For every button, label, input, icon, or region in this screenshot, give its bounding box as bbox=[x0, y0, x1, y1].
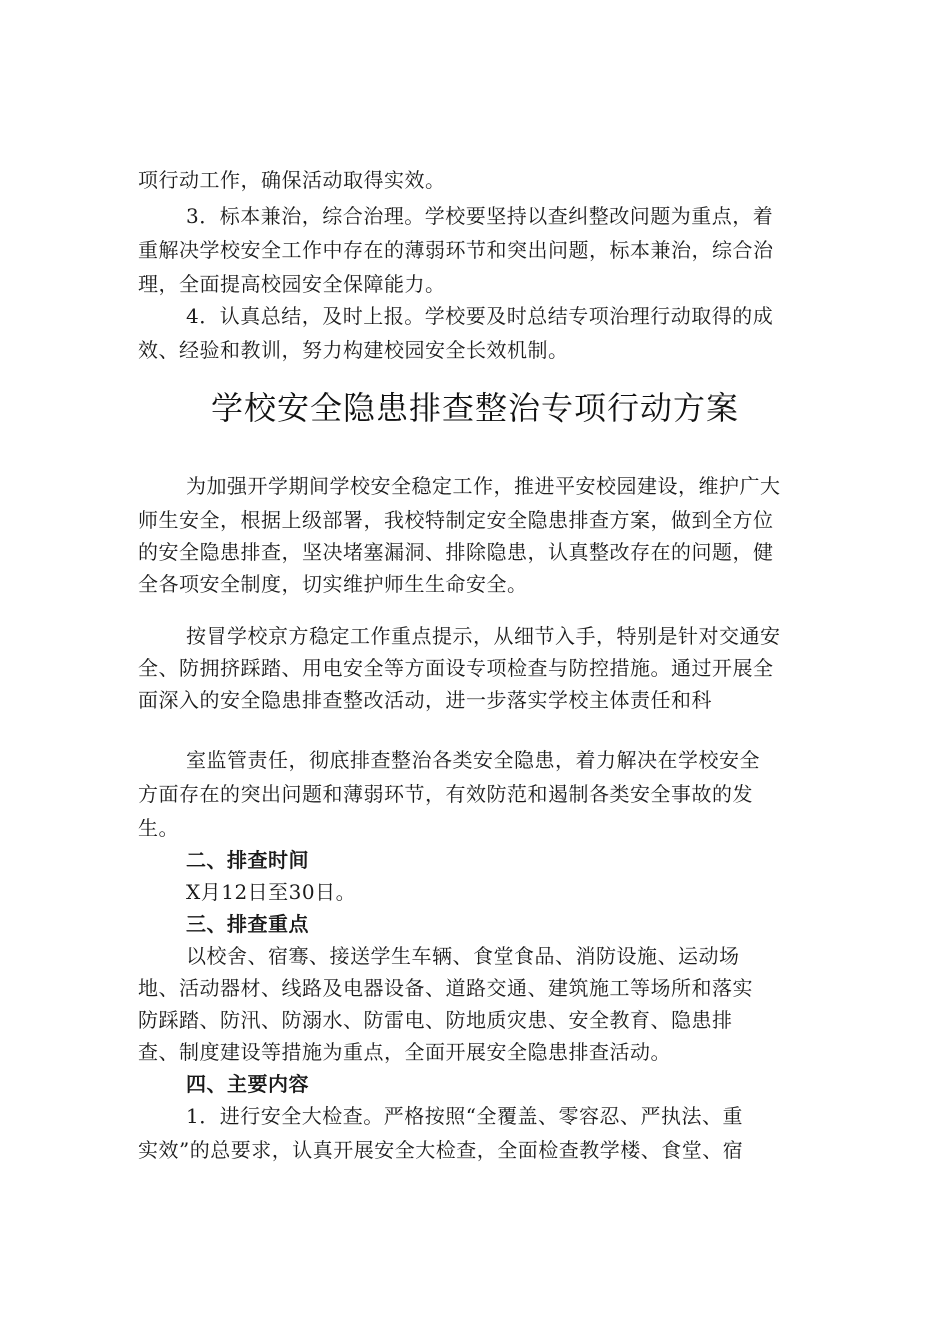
text-line: 的安全隐患排查，坚决堵塞漏洞、排除隐患，认真整改存在的问题，健 bbox=[138, 540, 774, 564]
text-line: 为加强开学期间学校安全稳定工作，推进平安校园建设，维护广大 bbox=[186, 474, 781, 498]
text-line: 地、活动器材、线路及电器设备、道路交通、建筑施工等场所和落实 bbox=[138, 976, 753, 1000]
text-line: 全、防拥挤踩踏、用电安全等方面设专项检查与防控措施。通过开展全 bbox=[138, 656, 774, 680]
text-line: 项行动工作，确保活动取得实效。 bbox=[138, 168, 446, 192]
text-line: 理，全面提高校园安全保障能力。 bbox=[138, 272, 446, 296]
document-title: 学校安全隐患排查整治专项行动方案 bbox=[210, 389, 739, 427]
text-line: 4．认真总结，及时上报。学校要及时总结专项治理行动取得的成 bbox=[186, 304, 774, 328]
text-line: 生。 bbox=[138, 816, 179, 840]
text-line: 效、经验和教训，努力构建校园安全长效机制。 bbox=[138, 338, 569, 362]
text-line: 师生安全，根据上级部署，我校特制定安全隐患排查方案，做到全方位 bbox=[138, 508, 774, 532]
text-line: 查、制度建设等措施为重点，全面开展安全隐患排查活动。 bbox=[138, 1040, 671, 1064]
section-heading: 二、排查时间 bbox=[186, 848, 309, 872]
text-line: 1．进行安全大检查。严格按照“全覆盖、零容忍、严执法、重 bbox=[186, 1104, 743, 1128]
text-line: 以校舍、宿骞、接送学生车辆、食堂食品、消防设施、运动场 bbox=[186, 944, 740, 968]
text-line: X月12日至30日。 bbox=[186, 880, 357, 904]
text-line: 室监管责任，彻底排查整治各类安全隐患，着力解决在学校安全 bbox=[186, 748, 760, 772]
text-line: 方面存在的突出问题和薄弱环节，有效防范和遏制各类安全事故的发 bbox=[138, 782, 753, 806]
text-line: 全各项安全制度，切实维护师生生命安全。 bbox=[138, 572, 528, 596]
text-line: 实效”的总要求，认真开展安全大检查，全面检查教学楼、食堂、宿 bbox=[138, 1138, 744, 1162]
section-heading: 三、排查重点 bbox=[186, 912, 309, 936]
text-line: 防踩踏、防汛、防溺水、防雷电、防地质灾患、安全教育、隐患排 bbox=[138, 1008, 733, 1032]
text-line: 面深入的安全隐患排查整改活动，进一步落实学校主体责任和科 bbox=[138, 688, 712, 712]
text-line: 按冒学校京方稳定工作重点提示，从细节入手，特别是针对交通安 bbox=[186, 624, 781, 648]
text-line: 重解决学校安全工作中存在的薄弱环节和突出问题，标本兼治，综合治 bbox=[138, 238, 774, 262]
text-line: 3．标本兼治，综合治理。学校要坚持以查纠整改问题为重点，着 bbox=[186, 204, 774, 228]
section-heading: 四、主要内容 bbox=[186, 1072, 309, 1096]
